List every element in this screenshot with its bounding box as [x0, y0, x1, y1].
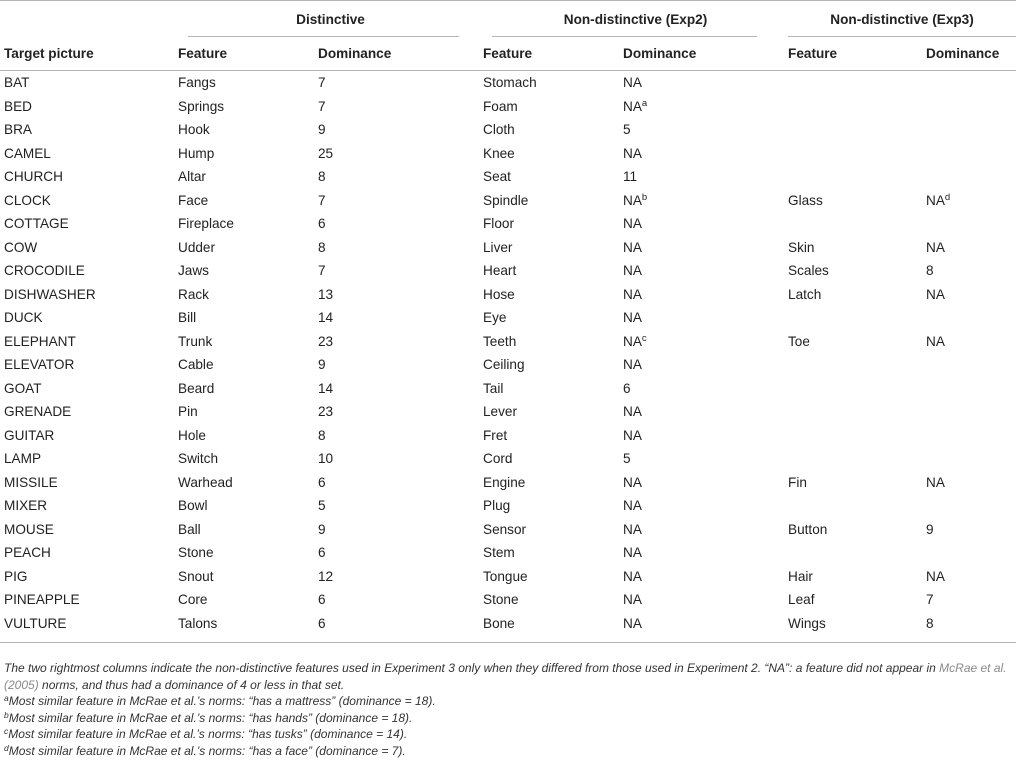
cell-target: VULTURE: [4, 615, 67, 631]
cell-exp2-feature: Liver: [483, 239, 513, 255]
cell-exp3-dominance: [926, 424, 1016, 448]
table-row: [0, 494, 1016, 518]
cell-exp2-feature: Hose: [483, 286, 515, 302]
cell-distinctive-dominance: 10: [318, 451, 334, 467]
footnote-mark: c: [641, 332, 647, 344]
cell-exp3-dominance: NA: [926, 474, 945, 490]
cell-exp3-feature: [788, 142, 926, 166]
cell-target: DUCK: [4, 310, 43, 326]
cell-exp2-feature: Stomach: [483, 75, 537, 91]
footnote: [4, 743, 1012, 760]
table-row: [0, 447, 1016, 471]
cell-distinctive-dominance: 23: [318, 404, 334, 420]
cell-exp3-feature: Toe: [788, 333, 810, 349]
cell-distinctive-feature: Ball: [178, 521, 201, 537]
cell-exp3-dominance: [926, 541, 1016, 565]
footnotes: [4, 693, 1012, 759]
cell-exp2-dominance: NA: [623, 286, 642, 302]
cell-target: ELEPHANT: [4, 333, 76, 349]
cell-exp3-feature: [788, 165, 926, 189]
table-notes: [4, 660, 1012, 759]
cell-target: MIXER: [4, 498, 48, 514]
cell-exp2-dominance: NA: [623, 498, 642, 514]
group-header-nd-exp2: Non-distinctive (Exp2): [483, 1, 788, 38]
cell-exp2-feature: Eye: [483, 310, 507, 326]
table-row: [0, 330, 1016, 354]
cell-distinctive-dominance: 7: [318, 75, 326, 91]
cell-distinctive-feature: Core: [178, 592, 208, 608]
cell-distinctive-feature: Stone: [178, 545, 214, 561]
cell-exp2-feature: Cord: [483, 451, 513, 467]
cell-target: DISHWASHER: [4, 286, 96, 302]
cell-exp3-feature: [788, 400, 926, 424]
table-row: [0, 118, 1016, 142]
cell-exp3-dominance: $NA^d$: [926, 191, 951, 208]
cell-exp2-feature: Lever: [483, 404, 518, 420]
cell-exp2-dominance: NA: [623, 521, 642, 537]
cell-exp3-dominance: [926, 306, 1016, 330]
cell-target: BED: [4, 98, 32, 114]
cell-exp2-feature: Seat: [483, 169, 511, 185]
cell-target: BAT: [4, 75, 30, 91]
cell-exp2-dominance: 6: [623, 380, 631, 396]
cell-target: CAMEL: [4, 145, 51, 161]
cell-distinctive-feature: Hook: [178, 122, 210, 138]
cell-exp2-feature: Knee: [483, 145, 515, 161]
cell-exp2-dominance: NA: [623, 592, 642, 608]
group-header-blank: [0, 1, 178, 38]
cell-exp2-feature: Bone: [483, 615, 515, 631]
cell-exp2-feature: Stem: [483, 545, 515, 561]
cell-target: ELEVATOR: [4, 357, 75, 373]
table-row: [0, 518, 1016, 542]
table-row: [0, 283, 1016, 307]
cell-exp3-feature: [788, 424, 926, 448]
cell-distinctive-feature: Switch: [178, 451, 219, 467]
table-note-main: [4, 660, 1012, 693]
cell-distinctive-dominance: 14: [318, 380, 334, 396]
cell-distinctive-feature: Beard: [178, 380, 215, 396]
cell-exp2-dominance: $NA^c$: [623, 332, 647, 349]
column-header-row: [0, 37, 1016, 71]
footnote-text: Most similar feature in McRae et al.’s norms: “has tusks” (dominance = 14).: [8, 727, 408, 741]
cell-target: LAMP: [4, 451, 42, 467]
group-rule-distinctive: [188, 36, 459, 37]
cell-distinctive-feature: Hump: [178, 145, 215, 161]
col-header-distinctive-dominance: Dominance: [318, 46, 392, 61]
cell-distinctive-dominance: 6: [318, 545, 326, 561]
cell-target: MOUSE: [4, 521, 54, 537]
cell-exp2-dominance: $NA^a$: [623, 97, 648, 114]
footnote-mark: a: [641, 97, 648, 109]
table-row: [0, 306, 1016, 330]
cell-exp3-feature: Skin: [788, 239, 815, 255]
footnote-mark: b: [4, 709, 9, 720]
table-row: [0, 400, 1016, 424]
cell-exp2-dominance: NA: [623, 239, 642, 255]
cell-distinctive-feature: Jaws: [178, 263, 209, 279]
table-row: [0, 189, 1016, 213]
cell-distinctive-feature: Trunk: [178, 333, 213, 349]
cell-exp3-feature: [788, 306, 926, 330]
cell-target: MISSILE: [4, 474, 58, 490]
cell-distinctive-dominance: 6: [318, 216, 326, 232]
cell-exp3-feature: Scales: [788, 263, 829, 279]
cell-exp3-dominance: 8: [926, 615, 934, 631]
group-header-row: [0, 1, 1016, 38]
cell-exp2-dominance: NA: [623, 474, 642, 490]
cell-exp3-feature: [788, 71, 926, 95]
cell-exp3-feature: [788, 118, 926, 142]
cell-distinctive-feature: Springs: [178, 98, 225, 114]
table-row: [0, 565, 1016, 589]
cell-exp2-dominance: NA: [623, 263, 642, 279]
cell-exp2-dominance: NA: [623, 568, 642, 584]
cell-exp2-feature: Teeth: [483, 333, 517, 349]
cell-exp3-dominance: [926, 400, 1016, 424]
cell-distinctive-dominance: 7: [318, 263, 326, 279]
cell-target: CLOCK: [4, 192, 51, 208]
cell-target: BRA: [4, 122, 32, 138]
cell-exp3-dominance: NA: [926, 286, 945, 302]
table-row: [0, 71, 1016, 95]
cell-exp3-dominance: 9: [926, 521, 934, 537]
cell-exp3-feature: [788, 494, 926, 518]
cell-exp3-dominance: [926, 377, 1016, 401]
footnote-mark: d: [944, 191, 951, 203]
cell-distinctive-dominance: 7: [318, 192, 326, 208]
cell-distinctive-dominance: 8: [318, 239, 326, 255]
cell-exp3-feature: Latch: [788, 286, 822, 302]
cell-exp3-dominance: [926, 212, 1016, 236]
footnote-mark: d: [4, 742, 9, 753]
cell-distinctive-dominance: 9: [318, 521, 326, 537]
footnote-mark: c: [4, 726, 9, 736]
cell-distinctive-dominance: 5: [318, 498, 326, 514]
cell-exp3-feature: [788, 541, 926, 565]
col-header-exp3-dominance: Dominance: [926, 46, 1000, 61]
cell-exp3-feature: [788, 447, 926, 471]
cell-distinctive-dominance: 7: [318, 98, 326, 114]
cell-distinctive-feature: Altar: [178, 169, 206, 185]
cell-distinctive-dominance: 23: [318, 333, 334, 349]
cell-exp2-feature: Tongue: [483, 568, 528, 584]
cell-exp2-feature: Ceiling: [483, 357, 525, 373]
cell-exp2-feature: Floor: [483, 216, 514, 232]
table-body: [0, 71, 1016, 643]
cell-distinctive-dominance: 9: [318, 357, 326, 373]
cell-exp3-dominance: NA: [926, 568, 945, 584]
cell-distinctive-dominance: 12: [318, 568, 334, 584]
cell-distinctive-feature: Cable: [178, 357, 214, 373]
cell-exp3-feature: Leaf: [788, 592, 815, 608]
footnote-text: Most similar feature in McRae et al.’s norms: “has a face” (dominance = 7).: [8, 743, 406, 758]
cell-exp3-feature: [788, 95, 926, 119]
cell-distinctive-feature: Rack: [178, 286, 209, 302]
cell-distinctive-dominance: 8: [318, 427, 326, 443]
cell-distinctive-feature: Bowl: [178, 498, 208, 514]
group-header-distinctive: Distinctive: [178, 1, 483, 38]
cell-distinctive-dominance: 6: [318, 592, 326, 608]
cell-target: PINEAPPLE: [4, 592, 80, 608]
table-row: [0, 95, 1016, 119]
cell-exp3-feature: [788, 212, 926, 236]
cell-exp2-dominance: $NA^b$: [623, 191, 648, 208]
cell-exp2-dominance: NA: [623, 404, 642, 420]
cell-distinctive-dominance: 13: [318, 286, 334, 302]
cell-exp2-feature: Heart: [483, 263, 517, 279]
cell-distinctive-feature: Udder: [178, 239, 216, 255]
cell-exp3-dominance: 8: [926, 263, 934, 279]
group-rule-nd-exp3: [788, 36, 1016, 37]
cell-exp3-dominance: [926, 447, 1016, 471]
cell-distinctive-dominance: 8: [318, 169, 326, 185]
footnote-mark: a: [4, 693, 9, 703]
col-header-target: Target picture: [4, 46, 94, 61]
cell-exp3-dominance: [926, 165, 1016, 189]
cell-exp3-feature: Fin: [788, 474, 807, 490]
cell-exp3-feature: Hair: [788, 568, 813, 584]
table-row: [0, 236, 1016, 260]
col-header-exp2-feature: Feature: [483, 46, 533, 61]
table-row: [0, 212, 1016, 236]
note-text-before: The two rightmost columns indicate the non-distinctive features used in Experiment 3 only when they differed from those used in Experiment 2. “NA”: a feature did not appear in: [4, 661, 940, 675]
group-rule-nd-exp2: [492, 36, 757, 37]
cell-exp3-dominance: [926, 71, 1016, 95]
cell-target: GOAT: [4, 380, 42, 396]
cell-exp2-dominance: NA: [623, 310, 642, 326]
footnote: [4, 726, 1012, 743]
cell-exp2-feature: Sensor: [483, 521, 527, 537]
cell-distinctive-feature: Bill: [178, 310, 197, 326]
cell-distinctive-feature: Pin: [178, 404, 198, 420]
footnote-text: Most similar feature in McRae et al.’s norms: “has hands” (dominance = 18).: [8, 710, 413, 725]
footnote: [4, 693, 1012, 710]
cell-exp3-dominance: NA: [926, 239, 945, 255]
cell-distinctive-dominance: 6: [318, 615, 326, 631]
cell-exp2-feature: Engine: [483, 474, 526, 490]
cell-exp3-feature: Glass: [788, 192, 823, 208]
cell-distinctive-feature: Fireplace: [178, 216, 234, 232]
cell-target: PEACH: [4, 545, 51, 561]
cell-exp2-feature: Spindle: [483, 192, 529, 208]
cell-distinctive-dominance: 14: [318, 310, 334, 326]
cell-target: COTTAGE: [4, 216, 69, 232]
cell-exp2-dominance: 5: [623, 451, 631, 467]
cell-exp2-dominance: NA: [623, 545, 642, 561]
table-row: [0, 588, 1016, 612]
cell-distinctive-feature: Fangs: [178, 75, 216, 91]
footnote-mark: b: [641, 191, 648, 203]
cell-exp3-dominance: [926, 95, 1016, 119]
table-row: [0, 259, 1016, 283]
table-row: [0, 165, 1016, 189]
cell-exp2-dominance: NA: [623, 615, 642, 631]
cell-exp2-dominance: NA: [623, 216, 642, 232]
table-row: [0, 424, 1016, 448]
citation-link[interactable]: McRae et al. (2005): [4, 661, 1007, 692]
cell-target: CROCODILE: [4, 263, 85, 279]
cell-exp3-feature: [788, 377, 926, 401]
footnote-text: Most similar feature in McRae et al.’s norms: “has a mattress” (dominance = 18).: [8, 694, 436, 708]
table-row: [0, 353, 1016, 377]
table-row: [0, 377, 1016, 401]
cell-distinctive-feature: Hole: [178, 427, 206, 443]
cell-distinctive-dominance: 25: [318, 145, 334, 161]
cell-exp2-feature: Fret: [483, 427, 508, 443]
cell-exp2-dominance: NA: [623, 145, 642, 161]
note-text-after: norms, and thus had a dominance of 4 or less in that set.: [38, 677, 345, 692]
cell-distinctive-feature: Talons: [178, 615, 218, 631]
col-header-distinctive-feature: Feature: [178, 46, 228, 61]
cell-exp2-dominance: NA: [623, 357, 642, 373]
cell-exp3-dominance: [926, 353, 1016, 377]
cell-exp2-feature: Foam: [483, 98, 518, 114]
cell-distinctive-feature: Face: [178, 192, 209, 208]
cell-target: CHURCH: [4, 169, 63, 185]
cell-distinctive-dominance: 6: [318, 474, 326, 490]
cell-exp3-dominance: [926, 142, 1016, 166]
cell-target: GUITAR: [4, 427, 55, 443]
col-header-exp3-feature: Feature: [788, 46, 838, 61]
cell-distinctive-feature: Warhead: [178, 474, 233, 490]
cell-exp2-feature: Cloth: [483, 122, 515, 138]
cell-exp2-feature: Tail: [483, 380, 504, 396]
group-header-nd-exp3: Non-distinctive (Exp3): [788, 1, 1016, 38]
cell-exp2-dominance: NA: [623, 427, 642, 443]
table-row: [0, 541, 1016, 565]
table-row: [0, 612, 1016, 643]
cell-exp3-dominance: [926, 494, 1016, 518]
col-header-exp2-dominance: Dominance: [623, 46, 697, 61]
cell-exp3-feature: Button: [788, 521, 828, 537]
cell-exp3-dominance: NA: [926, 333, 945, 349]
cell-exp2-feature: Plug: [483, 498, 511, 514]
cell-exp3-feature: [788, 353, 926, 377]
table-row: [0, 471, 1016, 495]
cell-distinctive-feature: Snout: [178, 568, 214, 584]
cell-exp2-feature: Stone: [483, 592, 519, 608]
cell-distinctive-dominance: 9: [318, 122, 326, 138]
cell-exp2-dominance: 5: [623, 122, 631, 138]
table-row: [0, 142, 1016, 166]
cell-exp2-dominance: NA: [623, 75, 642, 91]
footnote: [4, 710, 1012, 727]
cell-exp3-feature: Wings: [788, 615, 826, 631]
cell-exp2-dominance: 11: [623, 169, 638, 185]
cell-target: COW: [4, 239, 38, 255]
cell-exp3-dominance: 7: [926, 592, 934, 608]
cell-exp3-dominance: [926, 118, 1016, 142]
cell-target: GRENADE: [4, 404, 72, 420]
cell-target: PIG: [4, 568, 28, 584]
